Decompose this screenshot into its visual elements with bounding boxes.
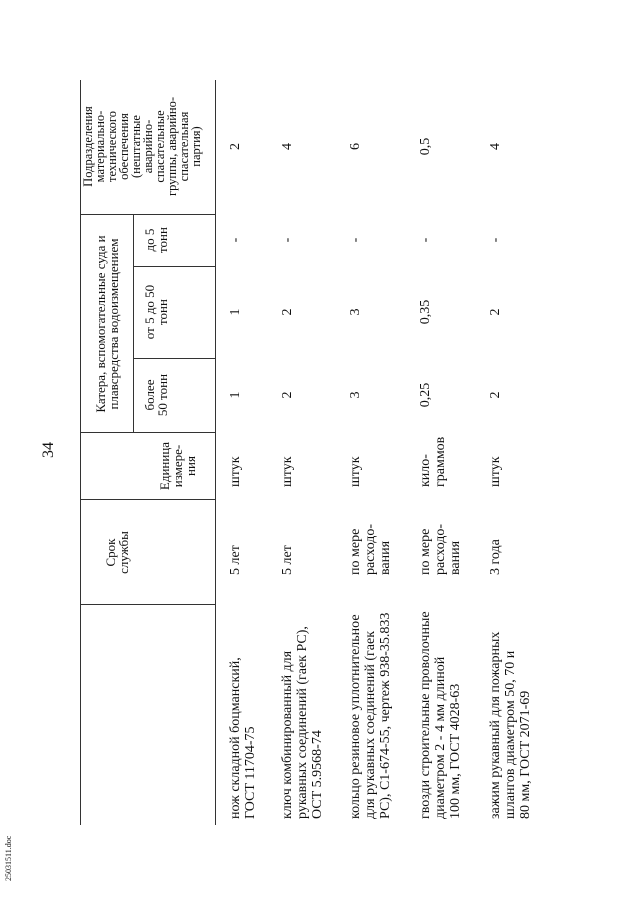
- header-upto5: до 5 тонн: [142, 227, 170, 253]
- row-5-from5to50: 2: [488, 308, 503, 316]
- row-4-term: по мере расходо- вания: [418, 523, 463, 575]
- row-5-logistics: 4: [488, 143, 503, 150]
- row-4-unit: кило- граммов: [418, 436, 448, 487]
- row-3-unit: штук: [348, 456, 363, 487]
- table-top-rule: [80, 80, 81, 825]
- row-1-over50: 1: [228, 391, 243, 399]
- row-5-term: 3 года: [488, 539, 503, 575]
- header-unit: Единица измере- ния: [157, 441, 198, 491]
- row-4-logistics: 0,5: [418, 137, 433, 156]
- row-1-unit: штук: [228, 456, 243, 487]
- row-5-upto5: -: [488, 237, 503, 243]
- row-2-unit: штук: [280, 456, 295, 487]
- header-term: Срок службы: [103, 531, 131, 574]
- row-3-name: кольцо резиновое уплотнительное для рукавных соединений (гаек РС), С1-674-55, чертеж 938-35.833: [348, 612, 393, 819]
- row-5-unit: штук: [488, 456, 503, 487]
- header-boats-group: Катера, вспомогательные суда и плавсредства водоизмещением: [93, 235, 121, 413]
- row-1-term: 5 лет: [228, 545, 243, 575]
- row-4-upto5: -: [418, 237, 433, 243]
- header-over-50: более 50 тонн: [142, 373, 170, 417]
- row-3-from5to50: 3: [348, 308, 363, 316]
- document-reference: 25031511.doc: [4, 835, 13, 881]
- col-rule-term-unit: [80, 499, 215, 500]
- row-1-from5to50: 1: [228, 308, 243, 316]
- boats-group-sub-rule: [133, 215, 134, 433]
- row-1-logistics: 2: [228, 143, 243, 150]
- row-3-term: по мере расходо- вания: [348, 523, 393, 575]
- row-4-over50: 0,25: [418, 382, 433, 408]
- row-2-term: 5 лет: [280, 545, 295, 575]
- header-bottom-rule: [215, 80, 216, 825]
- row-3-upto5: -: [348, 237, 363, 243]
- row-2-upto5: -: [280, 237, 295, 243]
- row-4-name: гвозди строительные проволочные диаметром 2 - 4 мм длиной 100 мм, ГОСТ 4028-63: [418, 611, 463, 819]
- row-2-over50: 2: [280, 391, 295, 399]
- row-3-logistics: 6: [348, 143, 363, 150]
- page-number: 34: [40, 442, 57, 458]
- row-2-name: ключ комбинированный для рукавных соединений (гаек РС), ОСТ 5.9568-74: [280, 626, 325, 819]
- row-2-from5to50: 2: [280, 308, 295, 316]
- row-1-name: нож складной боцманский, ГОСТ 11704-75: [228, 657, 258, 819]
- row-2-logistics: 4: [280, 143, 295, 150]
- row-3-over50: 3: [348, 391, 363, 399]
- row-5-name: зажим рукавный для пожарных шлангов диаметром 50, 70 и 80 мм, ГОСТ 2071-69: [488, 631, 533, 819]
- header-logistics: Подразделения материально- технического обеспечения (нештатные аварийно- спасательные группы, аварийно- спасательная партия): [81, 96, 203, 197]
- col-rule-name-term: [80, 604, 215, 605]
- row-1-upto5: -: [228, 237, 243, 243]
- row-5-over50: 2: [488, 391, 503, 399]
- header-from5to50: от 5 до 50 тонн: [142, 284, 170, 340]
- row-4-from5to50: 0,35: [418, 299, 433, 325]
